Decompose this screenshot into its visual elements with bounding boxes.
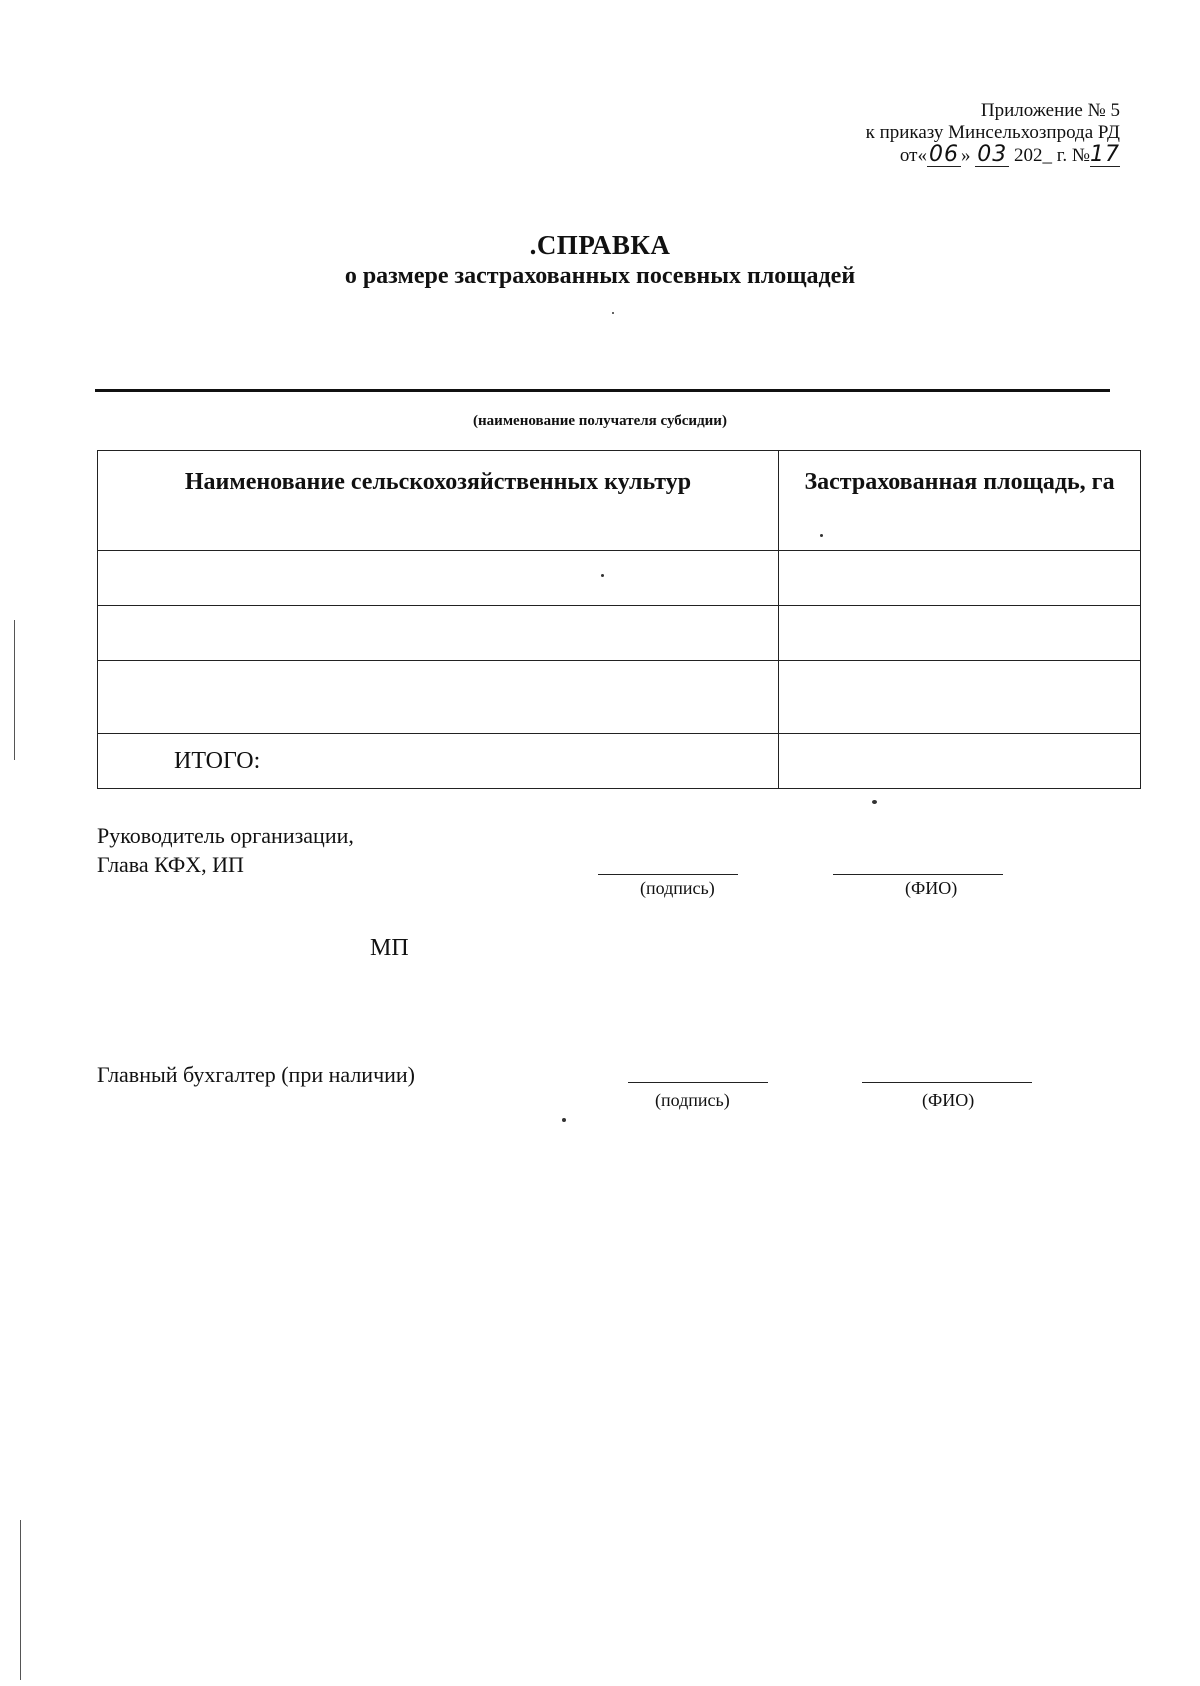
appendix-header <box>866 100 1120 167</box>
crop-name-cell[interactable] <box>98 661 779 734</box>
table-header-row <box>98 451 1141 551</box>
head-signature-field[interactable] <box>598 874 738 875</box>
appendix-date-line <box>866 144 1120 167</box>
date-month: 03 <box>977 142 1008 167</box>
crop-name-cell[interactable] <box>98 606 779 661</box>
accountant-title: Главный бухгалтер (при наличии) <box>97 1062 416 1087</box>
date-day: 06 <box>928 142 959 167</box>
recipient-label: (наименование получателя субсидии) <box>473 413 727 429</box>
table-total-row <box>98 734 1141 789</box>
scan-speck <box>872 800 877 804</box>
scan-edge-mark <box>14 620 15 760</box>
order-number: 17 <box>1090 142 1120 167</box>
recipient-name-field[interactable] <box>95 389 1110 392</box>
area-cell[interactable] <box>779 606 1141 661</box>
insured-area-table <box>97 450 1141 789</box>
head-signature-label: (подпись) <box>640 878 715 898</box>
header-crop-name: Наименование сельскохозяйственных культур <box>98 451 779 551</box>
document-title: .СПРАВКА <box>529 230 671 260</box>
table-row <box>98 606 1141 661</box>
accountant-signature-field[interactable] <box>628 1082 768 1083</box>
accountant-name-field[interactable] <box>862 1082 1032 1083</box>
date-prefix: от« <box>899 145 927 166</box>
document-subtitle: о размере застрахованных посевных площадей <box>344 263 856 289</box>
scan-speck <box>820 534 823 537</box>
head-name-label: (ФИО) <box>905 878 958 898</box>
crop-name-cell[interactable] <box>98 551 779 606</box>
total-label: ИТОГО: <box>98 734 779 789</box>
header-insured-area: Застрахованная площадь, га <box>779 451 1141 551</box>
accountant-signature-label: (подпись) <box>655 1090 730 1110</box>
accountant-name-label: (ФИО) <box>922 1090 975 1110</box>
head-title-line2: Глава КФХ, ИП <box>97 852 244 877</box>
scan-edge-mark <box>20 1520 21 1680</box>
head-name-field[interactable] <box>833 874 1003 875</box>
date-day-close: » <box>960 145 971 166</box>
total-value-cell[interactable] <box>779 734 1141 789</box>
head-title-line1: Руководитель организации, <box>97 823 354 848</box>
date-year: 202_ <box>1013 145 1052 166</box>
order-number-label: г. № <box>1056 145 1090 166</box>
area-cell[interactable] <box>779 661 1141 734</box>
stamp-placeholder: МП <box>370 935 409 961</box>
scan-speck <box>601 574 604 577</box>
appendix-number: Приложение № 5 <box>980 100 1120 121</box>
appendix-order-ref: к приказу Минсельхозпрода РД <box>865 122 1120 143</box>
table-row <box>98 661 1141 734</box>
table-row <box>98 551 1141 606</box>
area-cell[interactable] <box>779 551 1141 606</box>
scan-speck <box>562 1118 566 1122</box>
scan-speck <box>612 312 614 314</box>
